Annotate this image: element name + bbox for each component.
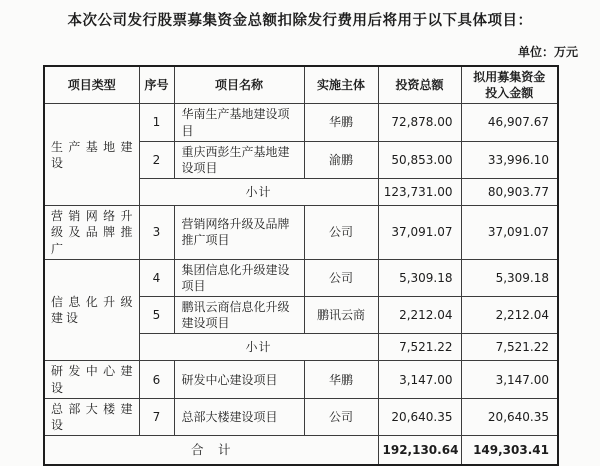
entity-cell: 华鹏 [304, 104, 378, 141]
project-name-cell: 华南生产基地建设项目 [174, 104, 304, 141]
investment-cell: 72,878.00 [378, 104, 461, 141]
investment-cell: 2,212.04 [378, 297, 461, 334]
table-row [44, 361, 558, 398]
table-row [44, 206, 558, 260]
investment-cell: 3,147.00 [378, 361, 461, 398]
subtotal-investment-cell: 123,731.00 [378, 179, 461, 206]
header-project-name: 项目名称 [174, 66, 304, 104]
header-raised-funds [461, 66, 558, 104]
table-row [44, 398, 558, 435]
project-name-cell: 营销网络升级及品牌推广项目 [174, 206, 304, 260]
raised-cell: 37,091.07 [461, 206, 558, 260]
unit-label: 单位：万元 [517, 45, 578, 59]
header-raised-funds-line1: 拟用募集资金 [473, 70, 546, 84]
table-header-row [44, 66, 558, 104]
category-cell: 研发中心建设 [44, 361, 139, 398]
investment-cell: 50,853.00 [378, 141, 461, 178]
index-cell: 7 [139, 398, 174, 435]
raised-cell: 3,147.00 [461, 361, 558, 398]
table-row [44, 104, 558, 141]
entity-cell: 鹏讯云商 [304, 297, 378, 334]
subtotal-investment-cell: 7,521.22 [378, 334, 461, 361]
total-investment-cell: 192,130.64 [378, 436, 461, 465]
index-cell: 4 [139, 259, 174, 296]
header-index: 序号 [139, 66, 174, 104]
header-category: 项目类型 [44, 66, 139, 104]
subtotal-label: 小计 [139, 179, 378, 206]
raised-cell: 33,996.10 [461, 141, 558, 178]
entity-cell: 华鹏 [304, 361, 378, 398]
raised-cell: 2,212.04 [461, 297, 558, 334]
investment-cell: 20,640.35 [378, 398, 461, 435]
table-row [44, 259, 558, 296]
index-cell: 1 [139, 104, 174, 141]
category-cell: 总部大楼建设 [44, 398, 139, 435]
project-name-cell: 总部大楼建设项目 [174, 398, 304, 435]
subtotal-raised-cell: 80,903.77 [461, 179, 558, 206]
index-cell: 5 [139, 297, 174, 334]
document-title: 本次公司发行股票募集资金总额扣除发行费用后将用于以下具体项目： [67, 12, 533, 29]
category-cell: 生产基地建设 [44, 104, 139, 206]
entity-cell: 公司 [304, 259, 378, 296]
index-cell: 3 [139, 206, 174, 260]
total-raised-cell: 149,303.41 [461, 436, 558, 465]
subtotal-raised-cell: 7,521.22 [461, 334, 558, 361]
category-cell: 营销网络升级及品牌推广 [44, 206, 139, 260]
raised-cell: 5,309.18 [461, 259, 558, 296]
investment-cell: 37,091.07 [378, 206, 461, 260]
project-name-cell: 研发中心建设项目 [174, 361, 304, 398]
total-label: 合 计 [44, 436, 378, 465]
entity-cell: 公司 [304, 398, 378, 435]
category-cell: 信息化升级建设 [44, 259, 139, 361]
index-cell: 2 [139, 141, 174, 178]
investment-cell: 5,309.18 [378, 259, 461, 296]
project-name-cell: 重庆西彭生产基地建设项目 [174, 141, 304, 178]
header-entity: 实施主体 [304, 66, 378, 104]
index-cell: 6 [139, 361, 174, 398]
header-raised-funds-line2: 投入金额 [485, 86, 534, 101]
raised-cell: 20,640.35 [461, 398, 558, 435]
entity-cell: 公司 [304, 206, 378, 260]
entity-cell: 渝鹏 [304, 141, 378, 178]
header-investment: 投资总额 [378, 66, 461, 104]
total-row [44, 436, 558, 465]
project-name-cell: 鹏讯云商信息化升级建设项目 [174, 297, 304, 334]
fundraising-projects-table [43, 65, 559, 466]
subtotal-label: 小计 [139, 334, 378, 361]
raised-cell: 46,907.67 [461, 104, 558, 141]
project-name-cell: 集团信息化升级建设项目 [174, 259, 304, 296]
